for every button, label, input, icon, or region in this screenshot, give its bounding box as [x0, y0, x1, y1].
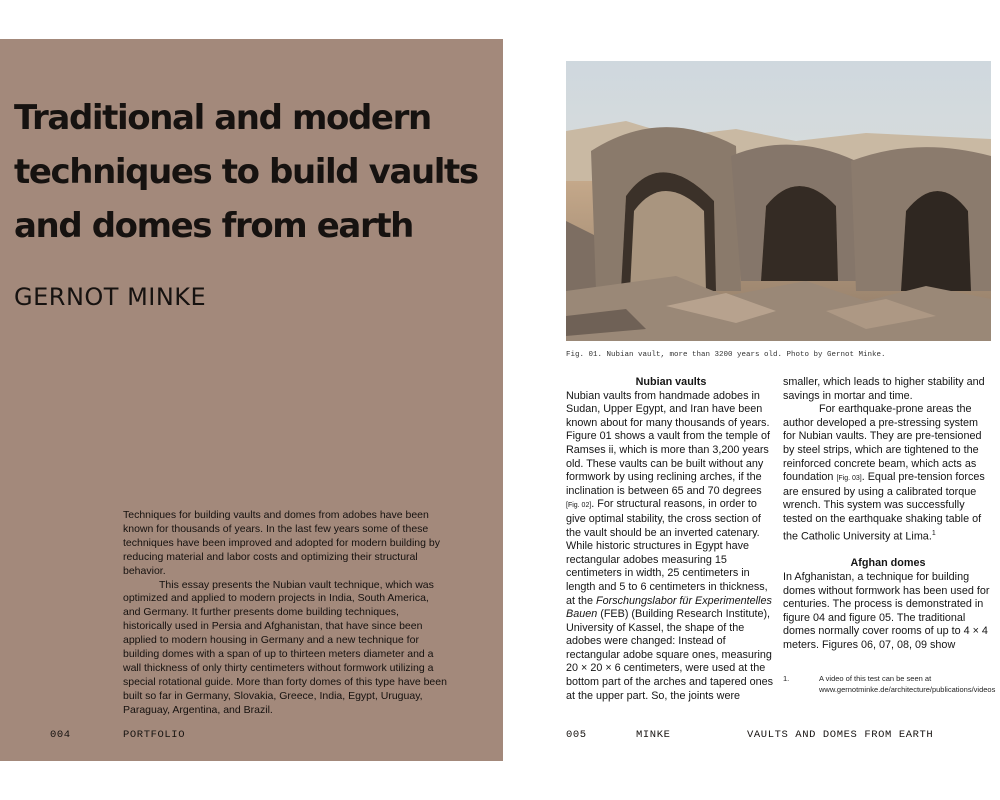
running-author: MINKE [636, 729, 671, 741]
left-page [0, 39, 503, 761]
footnote-marker: 1 [931, 529, 936, 537]
nubian-vault-photo [566, 61, 991, 341]
section-heading-nubian-vaults: Nubian vaults [635, 376, 707, 388]
continuation-paragraph: smaller, which leads to higher stability and savings in mortar and time. [783, 376, 985, 402]
text-column-1 [566, 376, 776, 703]
afghan-domes-paragraph: In Afghanistan, a technique for building domes without formwork has been used for centuries. The process is demonstrated in figure 04 and figure 05. The traditional domes normally cover rooms of up to 4 × 4 meters. Figures 06, 07, 08, 09 show [783, 570, 990, 651]
nubian-vaults-paragraph: Nubian vaults from handmade adobes in Sudan, Upper Egypt, and Iran have been known about for many thousands of years. Figure 01 shows a vault from the temple of Ramses ii, which is more than 3,200 years old. These vaults can be built without any formwork by using reclining arches, if the inclination is between 65 and 70 degrees [Fig. 02]. For structural reasons, in order to give optimal stability, the cross section of the vault should be an inverted catenary. While historic structures in Egypt have rectangular adobes measuring 15 centimeters in width, 25 centimeters in length and 5 to 6 centimeters in thickness, at the Forschungslabor für Experimentelles Bauen (FEB) (Building Research Institute), University of Kassel, the shape of the adobes were changed: Instead of rectangular adobe square ones, measuring 20 × 20 × 6 centimeters, were used at the bottom part of the arches and tapered ones at the upper part. So, the joints were [566, 389, 774, 702]
figure-reference: [Fig. 03] [836, 475, 862, 483]
left-page-number: 004 [50, 729, 71, 741]
earthquake-paragraph: For earthquake-prone areas the author developed a pre-stressing system for Nubian vaults. They are pre-tensioned by steel strips, which are tightened to the reinforced concrete beam, which acts as foundation [Fig. 03]. Equal pre-tension forces are ensured by using a calibrated torque wrench. This system was successfully tested on the earthquake shaking table of the Catholic University at Lima.$^1$ [783, 403, 985, 543]
author-name: GERNOT MINKE [14, 283, 207, 311]
right-page-number: 005 [566, 729, 587, 741]
abstract-paragraph-2: This essay presents the Nubian vault technique, which was optimized and applied to modern projects in India, South America, and Germany. It further presents dome building techniques, historically used in Persia and Afghanistan, that have since been applied to modern housing in Germany and a new technique for building domes with a span of up to thirteen meters diameter and a wall thickness of only thirty centimeters without formwork utilizing a special rotational guide. More than forty domes of this type have been built so far in Germany, Slovakia, Greece, India, Egypt, Uruguay, Paraguay, Argentina, and Brazil. [123, 578, 447, 716]
page-title: Traditional and modern techniques to build vaults and domes from earth [14, 98, 478, 246]
institute-name: Forschungslabor für Experimentelles Bauen [566, 594, 772, 621]
footnote-number: 1. [783, 674, 790, 683]
figure-reference: [Fig. 02] [566, 502, 592, 510]
running-title: VAULTS AND DOMES FROM EARTH [747, 729, 934, 741]
left-section-label: PORTFOLIO [123, 729, 186, 741]
text-column-2 [783, 376, 993, 652]
footnote-text: A video of this test can be seen at www.gernotminke.de/architecture/publications/videos [819, 674, 996, 694]
abstract-paragraph-1: Techniques for building vaults and domes from adobes have been known for thousands of years. In the last few years some of these techniques have been improved and adopted for modern building by reducing material and labor costs and optimizing their structural behavior. [123, 509, 440, 577]
figure-caption: Fig. 01. Nubian vault, more than 3200 years old. Photo by Gernot Minke. [566, 351, 886, 359]
abstract [123, 509, 449, 718]
section-heading-afghan-domes: Afghan domes [850, 557, 926, 570]
